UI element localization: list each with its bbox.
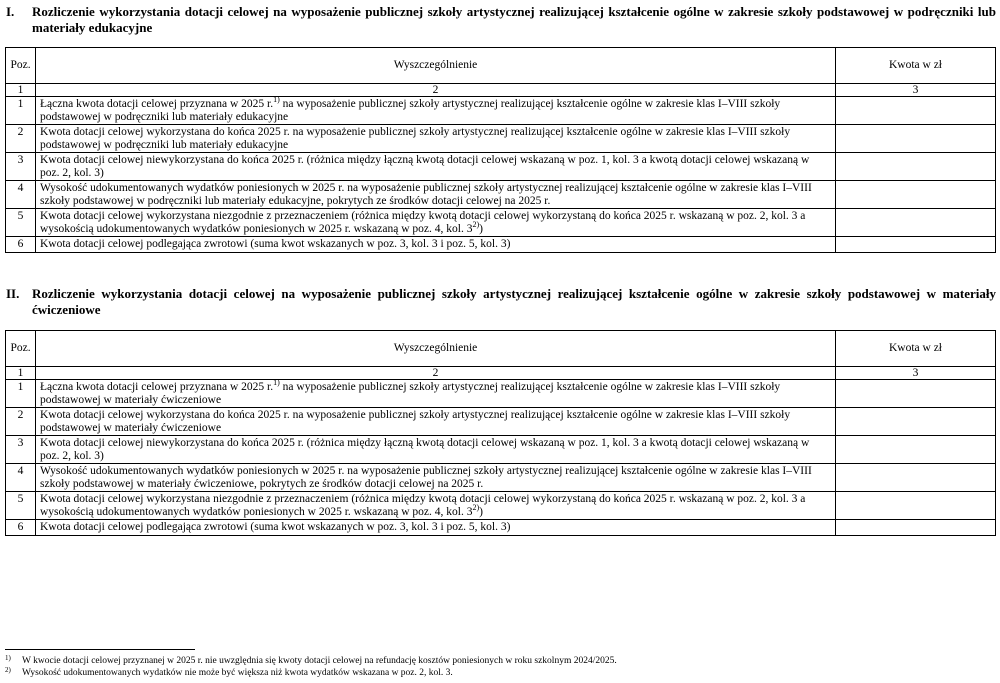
amount-cell[interactable] bbox=[836, 125, 996, 153]
row-description: Wysokość udokumentowanych wydatków poniesionych w 2025 r. na wyposażenie publicznej szkoły artystycznej realizującej kształcenie ogólne w zakresie klas I–VIII szkoły podstawowej w podręczniki lub materiały edukacyjne, pokrytych ze środków dotacji celowej na 2025 r. bbox=[36, 181, 836, 209]
column-number-row bbox=[6, 84, 996, 97]
table-header-row bbox=[6, 48, 996, 84]
section-2-number: II. bbox=[6, 286, 20, 301]
amount-cell[interactable] bbox=[836, 97, 996, 125]
amount-cell[interactable] bbox=[836, 209, 996, 237]
section-1-table bbox=[5, 47, 996, 253]
column-number: 1 bbox=[6, 367, 36, 380]
row-poz: 5 bbox=[6, 209, 36, 237]
footnote-ref[interactable]: 1) bbox=[273, 95, 280, 105]
header-amount: Kwota w zł bbox=[836, 48, 996, 84]
footnote-1 bbox=[5, 655, 995, 667]
row-description: Kwota dotacji celowej wykorzystana do końca 2025 r. na wyposażenie publicznej szkoły artystycznej realizującej kształcenie ogólne w zakresie klas I–VIII szkoły podstawowej w podręczniki lub materiały edukacyjne bbox=[36, 125, 836, 153]
section-2-table bbox=[5, 330, 996, 536]
column-number: 3 bbox=[836, 84, 996, 97]
footnote-ref[interactable]: 2) bbox=[472, 219, 480, 229]
column-number: 2 bbox=[36, 84, 836, 97]
footnote-ref[interactable]: 2) bbox=[472, 502, 480, 512]
section-2-heading bbox=[6, 286, 996, 318]
header-amount: Kwota w zł bbox=[836, 331, 996, 367]
row-poz: 5 bbox=[6, 492, 36, 520]
table-row bbox=[6, 436, 996, 464]
footnote-2 bbox=[5, 667, 995, 679]
section-1-heading bbox=[6, 4, 996, 36]
row-description: Kwota dotacji celowej niewykorzystana do końca 2025 r. (różnica między łączną kwotą dotacji celowej wskazaną w poz. 1, kol. 3 a kwotą dotacji celowej wskazaną w poz. 2, kol. 3) bbox=[36, 436, 836, 464]
table-row bbox=[6, 464, 996, 492]
footnote-mark: 2) bbox=[5, 666, 11, 674]
row-description: Łączna kwota dotacji celowej przyznana w 2025 r.$^{1)}$ na wyposażenie publicznej szkoły artystycznej realizującej kształcenie ogólne w zakresie klas I–VIII szkoły podstawowej w materiały ćwiczeniowe bbox=[36, 380, 836, 408]
row-description: Kwota dotacji celowej wykorzystana niezgodnie z przeznaczeniem (różnica między kwotą dotacji celowej wykorzystaną do końca 2025 r. wskazaną w poz. 2, kol. 3 a wysokością udokumentowanych wydatków poniesionych w 2025 r. wskazaną w poz. 4, kol. 3$^{2)}$) bbox=[36, 209, 836, 237]
footnotes bbox=[5, 655, 995, 679]
row-description: Łączna kwota dotacji celowej przyznana w 2025 r.$^{1)}$ na wyposażenie publicznej szkoły artystycznej realizującej kształcenie ogólne w zakresie klas I–VIII szkoły podstawowej w podręczniki lub materiały edukacyjne bbox=[36, 97, 836, 125]
header-description: Wyszczególnienie bbox=[36, 331, 836, 367]
table-row bbox=[6, 209, 996, 237]
table-row bbox=[6, 181, 996, 209]
row-poz: 2 bbox=[6, 408, 36, 436]
row-poz: 6 bbox=[6, 237, 36, 253]
table-row bbox=[6, 380, 996, 408]
row-poz: 3 bbox=[6, 436, 36, 464]
table-header-row bbox=[6, 331, 996, 367]
row-description: Kwota dotacji celowej niewykorzystana do końca 2025 r. (różnica między łączną kwotą dotacji celowej wskazaną w poz. 1, kol. 3 a kwotą dotacji celowej wskazaną w poz. 2, kol. 3) bbox=[36, 153, 836, 181]
row-poz: 2 bbox=[6, 125, 36, 153]
row-description: Kwota dotacji celowej wykorzystana niezgodnie z przeznaczeniem (różnica między kwotą dotacji celowej wykorzystaną do końca 2025 r. wskazaną w poz. 2, kol. 3 a wysokością udokumentowanych wydatków poniesionych w 2025 r. wskazaną w poz. 4, kol. 3$^{2)}$) bbox=[36, 492, 836, 520]
row-poz: 3 bbox=[6, 153, 36, 181]
footnote-ref[interactable]: 1) bbox=[273, 378, 280, 388]
amount-cell[interactable] bbox=[836, 181, 996, 209]
footnote-mark: 1) bbox=[5, 654, 11, 662]
section-2-title: Rozliczenie wykorzystania dotacji celowej na wyposażenie publicznej szkoły artystycznej realizującej kształcenie ogólne w zakresie szkoły podstawowej w materiały ćwiczeniowe bbox=[32, 286, 996, 317]
column-number: 3 bbox=[836, 367, 996, 380]
amount-cell[interactable] bbox=[836, 520, 996, 536]
table-row bbox=[6, 97, 996, 125]
header-poz: Poz. bbox=[6, 331, 36, 367]
amount-cell[interactable] bbox=[836, 237, 996, 253]
row-poz: 1 bbox=[6, 97, 36, 125]
footnote-text: Wysokość udokumentowanych wydatków nie może być większa niż kwota wydatków wskazana w poz. 2, kol. 3. bbox=[22, 668, 453, 678]
table-row bbox=[6, 408, 996, 436]
table-row bbox=[6, 492, 996, 520]
amount-cell[interactable] bbox=[836, 380, 996, 408]
table-row bbox=[6, 153, 996, 181]
table-row bbox=[6, 237, 996, 253]
footnote-divider bbox=[5, 649, 195, 650]
amount-cell[interactable] bbox=[836, 436, 996, 464]
row-description: Wysokość udokumentowanych wydatków poniesionych w 2025 r. na wyposażenie publicznej szkoły artystycznej realizującej kształcenie ogólne w zakresie klas I–VIII szkoły podstawowej w materiały ćwiczeniowe, pokrytych ze środków dotacji celowej na 2025 r. bbox=[36, 464, 836, 492]
amount-cell[interactable] bbox=[836, 464, 996, 492]
row-description: Kwota dotacji celowej podlegająca zwrotowi (suma kwot wskazanych w poz. 3, kol. 3 i poz. 5, kol. 3) bbox=[36, 520, 836, 536]
header-description: Wyszczególnienie bbox=[36, 48, 836, 84]
amount-cell[interactable] bbox=[836, 492, 996, 520]
row-poz: 6 bbox=[6, 520, 36, 536]
table-row bbox=[6, 125, 996, 153]
section-1-title: Rozliczenie wykorzystania dotacji celowej na wyposażenie publicznej szkoły artystycznej realizującej kształcenie ogólne w zakresie szkoły podstawowej w podręczniki lub materiały edukacyjne bbox=[32, 4, 996, 35]
row-poz: 4 bbox=[6, 181, 36, 209]
footnote-text: W kwocie dotacji celowej przyznanej w 2025 r. nie uwzględnia się kwoty dotacji celowej na refundację kosztów poniesionych w roku szkolnym 2024/2025. bbox=[22, 656, 617, 666]
section-1-number: I. bbox=[6, 4, 15, 19]
column-number: 2 bbox=[36, 367, 836, 380]
column-number: 1 bbox=[6, 84, 36, 97]
amount-cell[interactable] bbox=[836, 153, 996, 181]
row-description: Kwota dotacji celowej podlegająca zwrotowi (suma kwot wskazanych w poz. 3, kol. 3 i poz. 5, kol. 3) bbox=[36, 237, 836, 253]
row-description: Kwota dotacji celowej wykorzystana do końca 2025 r. na wyposażenie publicznej szkoły artystycznej realizującej kształcenie ogólne w zakresie klas I–VIII szkoły podstawowej w materiały ćwiczeniowe bbox=[36, 408, 836, 436]
header-poz: Poz. bbox=[6, 48, 36, 84]
row-poz: 4 bbox=[6, 464, 36, 492]
amount-cell[interactable] bbox=[836, 408, 996, 436]
table-row bbox=[6, 520, 996, 536]
row-poz: 1 bbox=[6, 380, 36, 408]
column-number-row bbox=[6, 367, 996, 380]
